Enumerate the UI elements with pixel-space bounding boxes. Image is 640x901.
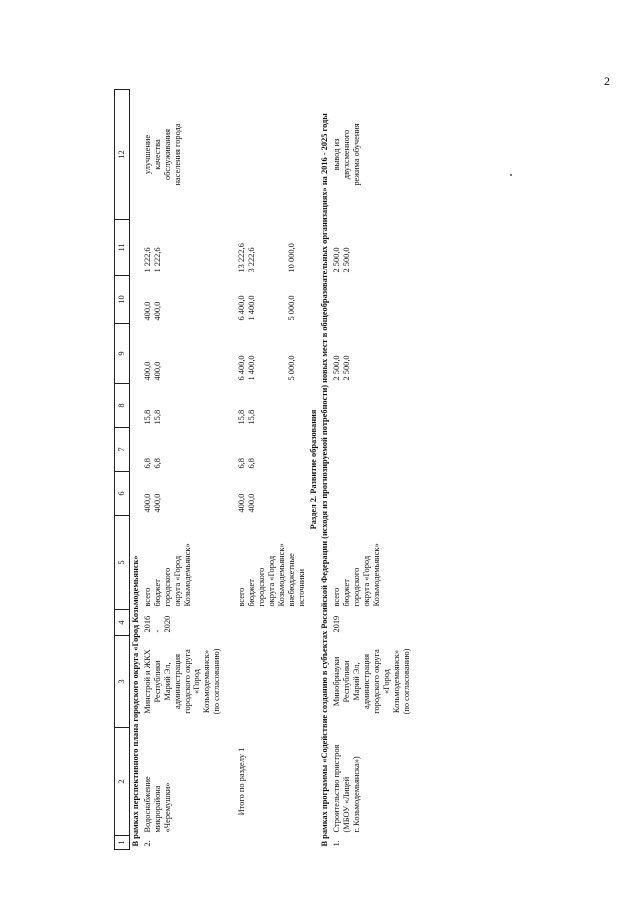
object-name: Водоснабжение микрорайона «Черемушки» (142, 776, 172, 833)
col-header: 7 (115, 428, 130, 472)
program-description: В рамках программы «Содействие созданию в субъектах Российской Федерации (исходя из прогнозируемой потребности) новых мест в общеобразовательных организациях» на 2016 - 2025 годы (320, 113, 330, 847)
table-row-school (331, 90, 412, 850)
col-header: 2 (115, 728, 130, 836)
value-col7: 6,8 6,8 (142, 458, 162, 469)
value-col9: 6 400,0 1 400,0 5 000,0 (237, 355, 296, 381)
value-col10: 400,0 400,0 (142, 301, 162, 321)
years: 2016 - 2020 (142, 615, 172, 633)
value-col9: 400,0 400,0 (142, 361, 162, 381)
value-col11: 13 222,6 3 222,6 10 000,0 (237, 243, 296, 273)
col-header: 1 (115, 836, 130, 850)
col-header: 12 (115, 90, 130, 220)
col-header: 8 (115, 384, 130, 428)
rotated-table-sheet (114, 90, 524, 850)
col-header: 9 (115, 324, 130, 384)
value-col7: 6,8 6,8 (237, 458, 257, 469)
executor: Минстрой и ЖКХ Республики Марий Эл, администрация городского округа «Город Козьмодемьянск» (по согласованию) (142, 648, 222, 715)
value-col11: 2 500,0 2 500,0 (332, 247, 352, 273)
section2-title-row (308, 90, 320, 850)
col-header: 3 (115, 636, 130, 728)
funding-sources: всего бюджет городского округа «Город Козьмодемьянск» внебюджетные источники (237, 543, 306, 607)
value-col10: 6 400,0 1 400,0 5 000,0 (237, 295, 296, 321)
value-col8: 15,8 15,8 (237, 409, 257, 425)
program-text-row (319, 90, 331, 850)
row-number: 2. (142, 840, 152, 847)
section1-title-row (130, 90, 142, 850)
funding-sources: всего бюджет городского округа «Город Козьмодемьянск» (332, 543, 381, 607)
value-col11: 1 222,6 1 222,6 (142, 247, 162, 273)
object-name: Строительство пристроя (МБОУ «Лицей г. Козьмодемьянска») (332, 744, 362, 833)
value-col8: 15,8 15,8 (142, 409, 162, 425)
section2-title: Раздел 2. Развитие образования (308, 409, 318, 530)
col-header: 10 (115, 276, 130, 324)
expected-result: улучшение качества обслуживания населения города (142, 123, 182, 186)
col-header: 11 (115, 220, 130, 276)
total-label: Итого по разделу 1 (237, 747, 247, 816)
col-header: 5 (115, 516, 130, 610)
funding-sources: всего бюджет городского округа «Город Козьмодемьянск» (142, 543, 192, 607)
column-number-row (115, 90, 130, 850)
expected-result: вывод из двухсменного режима обучения (332, 123, 362, 186)
section1-title: В рамках перспективного плана городского округа «Город Козьмодемьянск» (131, 555, 140, 847)
table-row-water (142, 90, 223, 850)
row-number: 1. (332, 840, 342, 847)
table-row-total (223, 90, 307, 850)
years: 2019 (332, 615, 342, 633)
col-header: 6 (115, 472, 130, 516)
page-number: 2 (604, 74, 610, 88)
investment-table (114, 89, 413, 850)
value-col6: 400,0 400,0 (237, 493, 257, 513)
col-header: 4 (115, 610, 130, 636)
value-col6: 400,0 400,0 (142, 493, 162, 513)
executor: Минобрнауки Республики Марий Эл, администрация городского округа «Город Козьмодемьянск» (по согласованию) (332, 648, 411, 715)
value-col9: 2 500,0 2 500,0 (332, 355, 352, 381)
